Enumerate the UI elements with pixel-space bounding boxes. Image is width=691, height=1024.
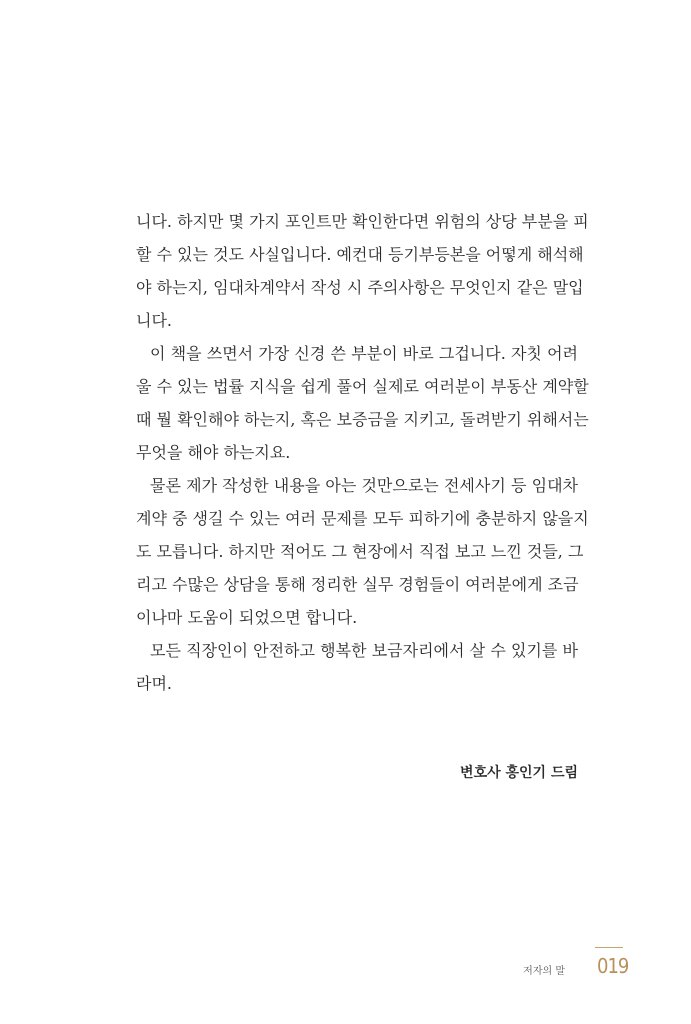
text-line: 이나마 도움이 되었으면 합니다. xyxy=(136,608,358,627)
text-line: 할 수 있는 것도 사실입니다. 예컨대 등기부등본을 어떻게 해석해 xyxy=(136,245,584,264)
text-line: 계약 중 생길 수 있는 여러 문제를 모두 피하기에 충분하지 않을지 xyxy=(136,509,589,528)
text-line: 라며. xyxy=(136,674,172,693)
paragraph-1 xyxy=(136,205,589,337)
footer-divider xyxy=(595,947,623,948)
text-line: 니다. xyxy=(136,311,172,330)
page-number: 019 xyxy=(597,954,629,978)
text-line: 울 수 있는 법률 지식을 쉽게 풀어 실제로 여러분이 부동산 계약할 xyxy=(136,377,589,396)
text-line: 이 책을 쓰면서 가장 신경 쓴 부분이 바로 그겁니다. 자칫 어려 xyxy=(150,344,578,363)
paragraph-4 xyxy=(136,634,578,700)
text-line: 야 하는지, 임대차계약서 작성 시 주의사항은 무엇인지 같은 말입 xyxy=(136,278,584,297)
text-line: 무엇을 해야 하는지요. xyxy=(136,443,291,462)
body-text xyxy=(136,205,589,700)
author-signature: 변호사 홍인기 드림 xyxy=(460,765,578,781)
text-line: 때 뭘 확인해야 하는지, 혹은 보증금을 지키고, 돌려받기 위해서는 xyxy=(136,410,589,429)
text-line: 니다. 하지만 몇 가지 포인트만 확인한다면 위험의 상당 부분을 피 xyxy=(136,212,589,231)
text-line: 모든 직장인이 안전하고 행복한 보금자리에서 살 수 있기를 바 xyxy=(150,641,578,660)
paragraph-3 xyxy=(136,469,589,634)
text-line: 도 모릅니다. 하지만 적어도 그 현장에서 직접 보고 느낀 것들, 그 xyxy=(136,542,584,561)
text-line: 물론 제가 작성한 내용을 아는 것만으로는 전세사기 등 임대차 xyxy=(150,476,578,495)
footer-section-title: 저자의 말 xyxy=(523,966,565,977)
text-line: 리고 수많은 상담을 통해 정리한 실무 경험들이 여러분에게 조금 xyxy=(136,575,579,594)
paragraph-2 xyxy=(136,337,589,469)
